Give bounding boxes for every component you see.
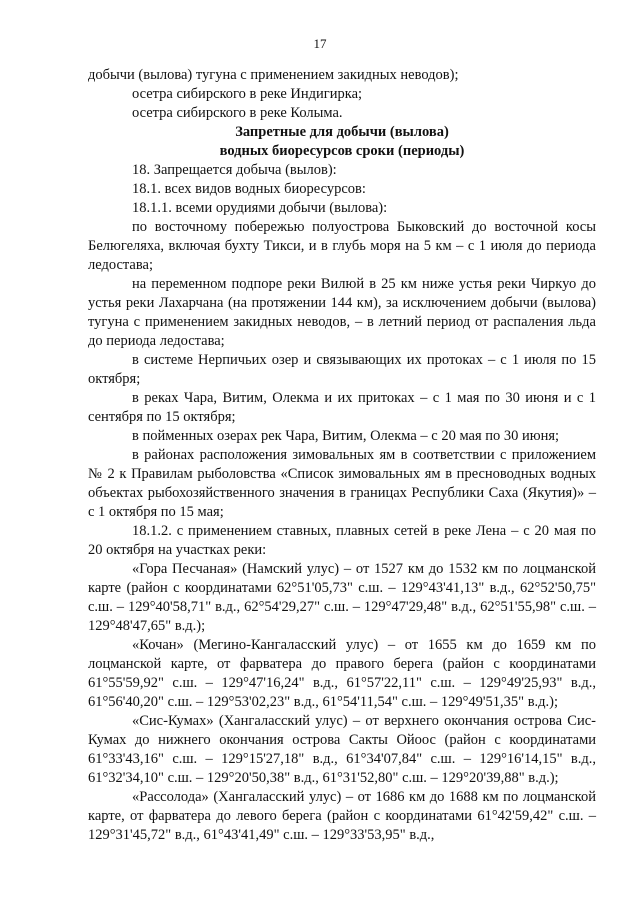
- paragraph: по восточному побережью полуострова Быковский до восточной косы Белюгеляха, включая бухту Тикси, и в глубь моря на 5 км – с 1 июля до периода ледостава;: [88, 219, 596, 273]
- paragraph: «Сис-Кумах» (Хангаласский улус) – от верхнего окончания острова Сис-Кумах до нижнего окончания острова Сакты Ойоос (район с координатами 61°33'43,16" с.ш. – 129°15'27,18" в.д., 61°34'07,84" с.ш. – 129°16'14,15" в.д., 61°32'34,10" с.ш. – 129°20'50,38" в.д., 61°31'52,80" с.ш. – 129°20'39,88" в.д.);: [88, 713, 596, 786]
- paragraph: в системе Нерпичьих озер и связывающих их протоках – с 1 июля по 15 октября;: [88, 352, 596, 387]
- paragraph: «Гора Песчаная» (Намский улус) – от 1527 км до 1532 км по лоцманской карте (район с координатами 62°51'05,73" с.ш. – 129°43'41,13" в.д., 62°52'50,75" с.ш. – 129°40'58,71" в.д., 62°54'29,27" с.ш. – 129°47'29,48" в.д., 62°51'55,98" с.ш. – 129°48'47,65" в.д.);: [88, 561, 596, 634]
- paragraph: 18.1. всех видов водных биоресурсов:: [132, 181, 366, 197]
- paragraph: «Рассолода» (Хангаласский улус) – от 1686 км до 1688 км по лоцманской карте, от фарватера до левого берега (район с координатами 61°42'59,42" с.ш. – 129°31'45,72" в.д., 61°43'41,49" с.ш. – 129°33'53,95" в.д.,: [88, 789, 596, 843]
- paragraph: в реках Чара, Витим, Олекма и их притоках – с 1 мая по 30 июня и с 1 сентября по 15 октября;: [88, 390, 596, 425]
- page-number: 17: [313, 36, 327, 51]
- paragraph: в пойменных озерах рек Чара, Витим, Олекма – с 20 мая по 30 июня;: [132, 428, 560, 444]
- paragraph: 18.1.2. с применением ставных, плавных сетей в реке Лена – с 20 мая по 20 октября на участках реки:: [88, 523, 596, 558]
- paragraph: 18.1.1. всеми орудиями добычи (вылова):: [132, 200, 388, 216]
- paragraph: в районах расположения зимовальных ям в соответствии с приложением № 2 к Правилам рыболовства «Список зимовальных ям в пресноводных водных объектах рыбохозяйственного значения в границах Республики Саха (Якутия)» – с 1 октября по 15 мая;: [88, 447, 596, 520]
- section-heading-line-2: водных биоресурсов сроки (периоды): [219, 143, 465, 159]
- section-heading-line-1: Запретные для добычи (вылова): [235, 124, 449, 140]
- paragraph: 18. Запрещается добыча (вылов):: [132, 162, 337, 178]
- intro-line: добычи (вылова) тугуна с применением закидных неводов);: [88, 67, 459, 83]
- section-heading: [88, 123, 596, 161]
- intro-line: осетра сибирского в реке Колыма.: [132, 105, 343, 121]
- document-body: [88, 66, 596, 845]
- intro-line: осетра сибирского в реке Индигирка;: [132, 86, 363, 102]
- paragraph: на переменном подпоре реки Вилюй в 25 км ниже устья реки Чиркуо до устья реки Лахарчана (на протяжении 144 км), за исключением добычи (вылова) тугуна с применением закидных неводов, – в летний период от распаления льда до периода ледостава;: [88, 276, 596, 349]
- paragraph: «Кочан» (Мегино-Кангаласский улус) – от 1655 км до 1659 км по лоцманской карте, от фарватера до правого берега (район с координатами 61°55'59,92" с.ш. – 129°47'16,24" в.д., 61°57'22,11" с.ш. – 129°49'25,93" в.д., 61°56'40,20" с.ш. – 129°53'02,23" в.д., 61°54'11,54" с.ш. – 129°49'51,35" в.д.);: [88, 637, 596, 710]
